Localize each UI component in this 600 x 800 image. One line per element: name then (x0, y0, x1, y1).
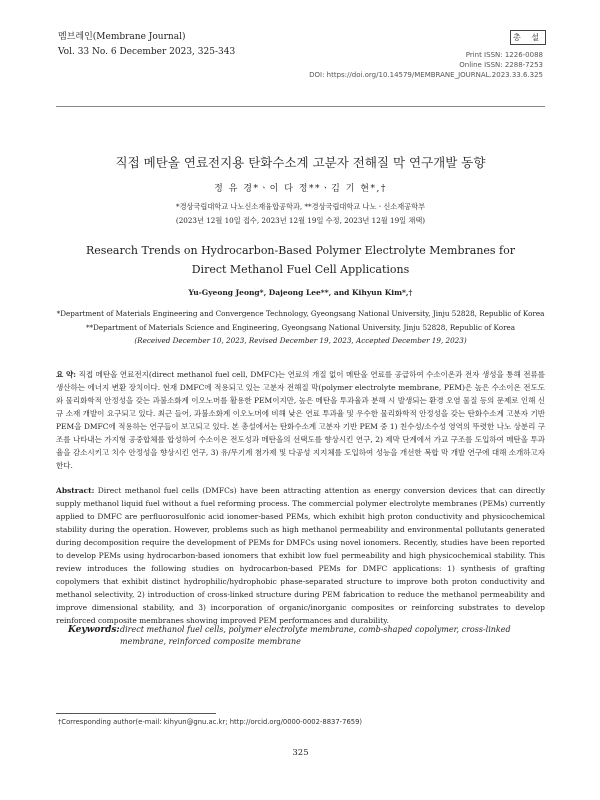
abstract-ko-text: 직접 메탄올 연료전지(direct methanol fuel cell, DMFC)는 연료의 개질 없이 메탄올 연료를 공급하여 수소이온과 전자 생성을 통해 전류를 생산하는 에너지 변환 장치이다. 현재 DMFC에 적용되고 있는 고분자 전해질 막(polymer electrolyte membrane, PEM)은 높은 수소이온 전도도와 물리화학적 안정성을 갖는 과불소화계 이오노머를 활용한 PEM이지만, 높은 메탄올 투과율과 분해 시 발생되는 환경 오염 물질 등의 문제로 인해 신규 소재 개발이 요구되고 있다. 최근 들어, 과불소화계 이오노머에 비해 낮은 연료 투과율 및 우수한 물리화학적 안정성을 갖는 탄화수소계 고분자 기반 PEM을 DMFC에 적용하는 연구들이 보고되고 있다. 본 총설에서는 탄화수소계 고분자 기반 PEM 중 1) 친수성/소수성 영역의 뚜렷한 나노 상분리 구조를 나타내는 가지형 공중합체를 합성하여 수소이온 전도성과 메탄올의 선택도를 향상시킨 연구, 2) 제막 단계에서 가교 구조를 도입하여 메탄올 투과율을 감소시키고 치수 안정성을 향상시킨 연구, 3) 유/무기계 첨가제 및 다공성 지지체를 도입하여 성능을 개선한 복합 막 개발 연구에 대해 소개하고자 한다. (56, 370, 546, 470)
issn-block (309, 50, 543, 80)
journal-header (58, 30, 235, 60)
section-badge: 총 설 (510, 30, 546, 45)
page-number: 325 (292, 748, 309, 758)
abstract-ko-label: 요 약: (56, 370, 77, 379)
keywords-text: direct methanol fuel cells, polymer electrolyte membrane, comb-shaped copolymer, cross-linked membrane, reinforced composite membrane (120, 625, 511, 646)
title-english (56, 241, 545, 279)
affiliations-korean (56, 200, 545, 228)
footnote-divider (56, 713, 216, 714)
doi-link[interactable]: DOI: https://doi.org/10.14579/MEMBRANE_JOURNAL.2023.33.6.325 (309, 71, 543, 79)
received-dates: (Received December 10, 2023, Revised December 19, 2023, Accepted December 19, 2023) (134, 336, 467, 345)
affiliation-en-line2: **Department of Materials Science and Engineering, Gyeongsang National University, Jinju 52828, Republic of Korea (85, 322, 516, 332)
print-issn: Print ISSN: 1226-0088 (465, 51, 543, 59)
corresponding-author-footnote: †Corresponding author(e-mail: kihyun@gnu.ac.kr; http://orcid.org/0000-0002-8837-7659) (58, 718, 363, 726)
abstract-en-label: Abstract: (56, 486, 95, 495)
authors-korean: 정 유 경*ㆍ이 다 정**ㆍ김 기 현*,† (214, 184, 387, 194)
keywords-block (68, 624, 543, 648)
volume-line: Vol. 33 No. 6 December 2023, 325-343 (58, 47, 236, 57)
title-korean: 직접 메탄올 연료전지용 탄화수소계 고분자 전해질 막 연구개발 동향 (115, 155, 486, 170)
header-divider (56, 106, 545, 107)
affiliation-en-line1: *Department of Materials Engineering and Convergence Technology, Gyeongsang National University, Jinju 52828, Republic of Korea (56, 309, 545, 318)
dates-ko-line: (2023년 12월 10일 접수, 2023년 12월 19일 수정, 2023년 12월 19일 채택) (175, 216, 426, 225)
title-en-line2: Direct Methanol Fuel Cell Applications (191, 263, 410, 276)
affiliations-english (56, 307, 545, 348)
affiliation-ko-line: *경상국립대학교 나노신소재융합공학과, **경상국립대학교 나노ㆍ신소재공학부 (175, 202, 426, 211)
abstract-en-text: Direct methanol fuel cells (DMFCs) have been attracting attention as energy conversion devices that can directly supply methanol liquid fuel without a fuel reforming process. The commercial polymer electrolyte membranes (PEMs) currently applied to DMFC are perfluorosulfonic acid ionomer-based PEMs, which exhibit high proton conductivity and physicochemical stability during the operation. However, problems such as high methanol permeability and environmental pollutants generated during decomposition require the development of PEMs for DMFCs using novel ionomers. Recently, studies have been reported to develop PEMs using hydrocarbon-based ionomers that exhibit low fuel permeability and high physicochemical stability. This review introduces the following studies on hydrocarbon-based PEMs for DMFC applications: 1) synthesis of grafting copolymers that exhibit distinct hydrophilic/hydrophobic phase-separated structure to improve both proton conductivity and methanol selectivity, 2) introduction of cross-linked structure during PEM fabrication to reduce the methanol permeability and improve dimensional stability, and 3) incorporation of organic/inorganic composites or reinforcing substrates to develop reinforced composite membranes showing improved PEM performances and durability. (56, 486, 545, 625)
keywords-label: Keywords: (68, 625, 120, 635)
abstract-english (56, 484, 545, 627)
authors-english: Yu-Gyeong Jeong*, Dajeong Lee**, and Kihyun Kim*,† (188, 288, 413, 297)
abstract-korean (56, 368, 545, 472)
online-issn: Online ISSN: 2288-7253 (459, 61, 543, 69)
journal-name: 멤브레인(Membrane Journal) (58, 32, 186, 42)
title-en-line1: Research Trends on Hydrocarbon-Based Polymer Electrolyte Membranes for (85, 244, 516, 257)
